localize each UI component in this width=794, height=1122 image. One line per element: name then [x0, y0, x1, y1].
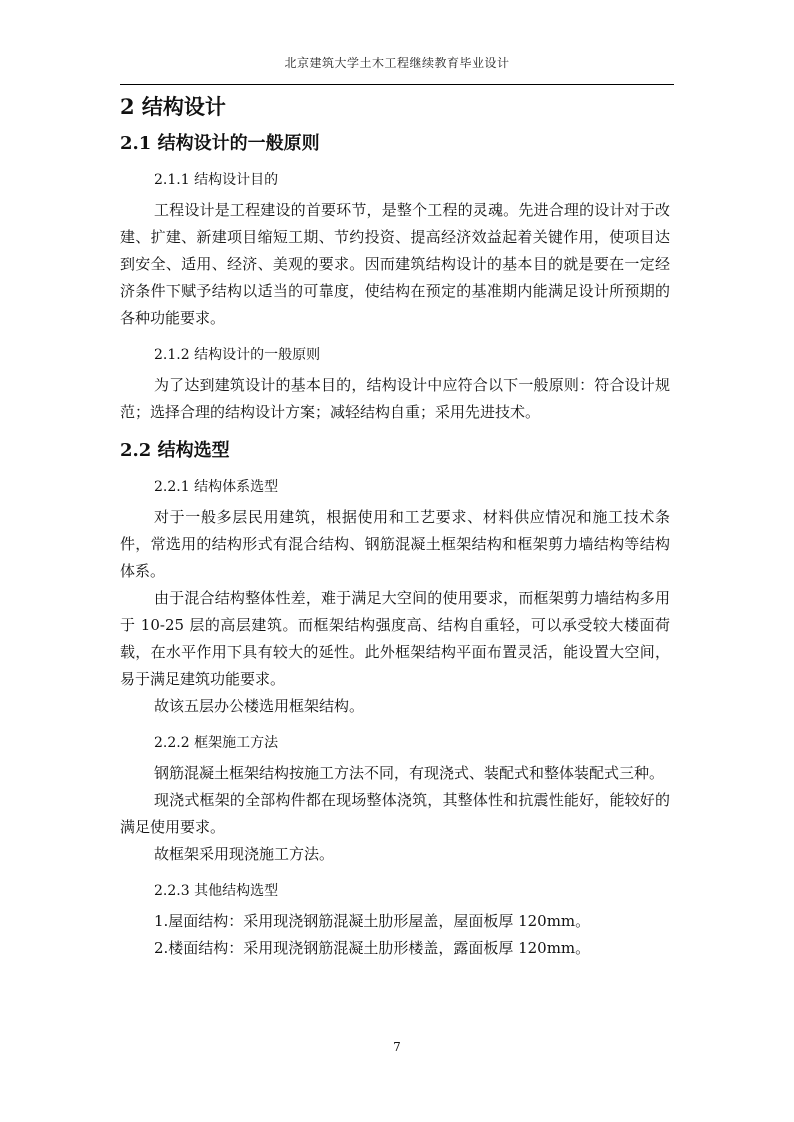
paragraph-construction-conclusion: 故框架采用现浇施工方法。 — [154, 845, 335, 863]
list-item-roof-structure: 1.屋面结构：采用现浇钢筋混凝土肋形屋盖，屋面板厚 120mm。 — [154, 912, 591, 930]
paragraph-design-principles: 为了达到建筑设计的基本目的，结构设计中应符合以下一般原则：符合设计规范；选择合理的结构设计方案；减轻结构自重；采用先进技术。 — [120, 376, 670, 421]
section-title-2-1: 2.1 结构设计的一般原则 — [120, 133, 320, 154]
document-body — [120, 88, 670, 962]
running-header: 北京建筑大学土木工程继续教育毕业设计 — [284, 56, 510, 70]
chapter-title: 2 结构设计 — [120, 94, 226, 119]
subsection-title-2-1-1: 2.1.1 结构设计目的 — [154, 172, 279, 188]
subsection-title-2-2-3: 2.2.3 其他结构选型 — [154, 883, 279, 899]
paragraph-cast-in-place: 现浇式框架的全部构件都在现场整体浇筑，其整体性和抗震性能好，能较好的满足使用要求。 — [120, 791, 670, 836]
paragraph-construction-types: 钢筋混凝土框架结构按施工方法不同，有现浇式、装配式和整体装配式三种。 — [154, 764, 665, 782]
subsection-title-2-1-2: 2.1.2 结构设计的一般原则 — [154, 347, 321, 363]
paragraph-system-comparison: 由于混合结构整体性差，难于满足大空间的使用要求，而框架剪力墙结构多用于 10-25 层的高层建筑。而框架结构强度高、结构自重轻，可以承受较大楼面荷载，在水平作用下具有较大的延性。此外框架结构平面布置灵活，能设置大空间，易于满足建筑功能要求。 — [120, 589, 670, 688]
subsection-title-2-2-1: 2.2.1 结构体系选型 — [154, 479, 279, 495]
paragraph-system-conclusion: 故该五层办公楼选用框架结构。 — [154, 697, 365, 715]
paragraph-system-options: 对于一般多层民用建筑，根据使用和工艺要求、材料供应情况和施工技术条件，常选用的结构形式有混合结构、钢筋混凝土框架结构和框架剪力墙结构等结构体系。 — [120, 508, 670, 580]
list-item-floor-structure: 2.楼面结构：采用现浇钢筋混凝土肋形楼盖，露面板厚 120mm。 — [154, 939, 591, 957]
paragraph-design-purpose: 工程设计是工程建设的首要环节，是整个工程的灵魂。先进合理的设计对于改建、扩建、新建项目缩短工期、节约投资、提高经济效益起着关键作用，使项目达到安全、适用、经济、美观的要求。因而建筑结构设计的基本目的就是要在一定经济条件下赋予结构以适当的可靠度，使结构在预定的基准期内能满足设计所预期的各种功能要求。 — [120, 201, 670, 327]
page-number: 7 — [393, 1040, 401, 1054]
header-rule — [120, 84, 674, 85]
section-title-2-2: 2.2 结构选型 — [120, 440, 230, 461]
subsection-title-2-2-2: 2.2.2 框架施工方法 — [154, 735, 279, 751]
